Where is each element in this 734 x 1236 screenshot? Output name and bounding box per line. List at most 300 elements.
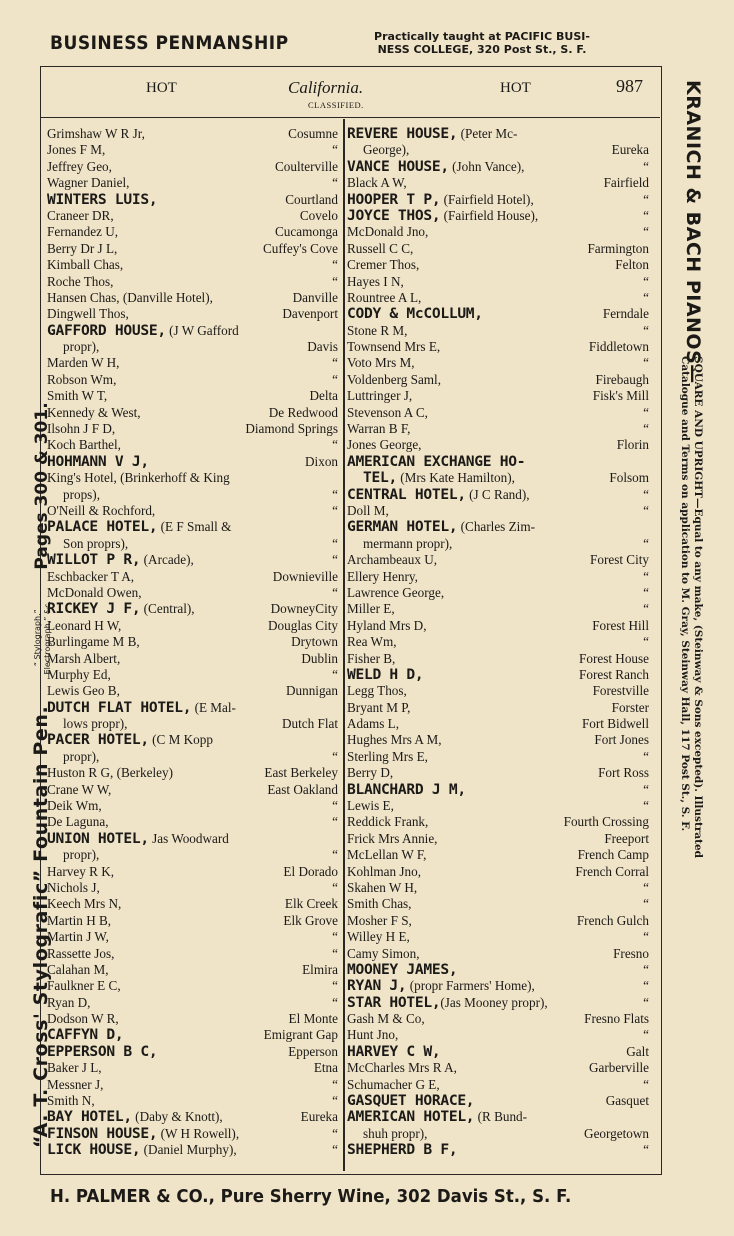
listing-place: “ bbox=[643, 634, 649, 650]
listing-name bbox=[47, 732, 213, 748]
listing-name bbox=[47, 831, 229, 847]
listing-row bbox=[47, 224, 338, 240]
listing-name-text: Eschbacker T A, bbox=[47, 568, 135, 584]
header-right-word: HOT bbox=[500, 80, 531, 96]
listing-place: “ bbox=[643, 421, 649, 437]
listing-name-text: mermann propr), bbox=[363, 535, 453, 551]
listing-place: “ bbox=[643, 584, 649, 600]
listing-row bbox=[47, 487, 338, 503]
listing-place: “ bbox=[643, 273, 649, 289]
listing-place: Fairfield bbox=[603, 175, 649, 191]
listing-row bbox=[47, 1126, 338, 1142]
listing-name-text: WELD H D, bbox=[347, 665, 424, 683]
listing-place: Forest City bbox=[590, 552, 649, 568]
listing-place: Elmira bbox=[302, 961, 338, 977]
left-column-listing bbox=[47, 126, 338, 1159]
listing-row bbox=[347, 782, 649, 798]
listing-place: “ bbox=[332, 1093, 338, 1109]
listing-name bbox=[63, 749, 99, 765]
listing-name-text: RICKEY J F, bbox=[47, 600, 141, 618]
listing-row bbox=[347, 765, 649, 781]
listing-row bbox=[347, 159, 649, 175]
listing-row bbox=[347, 421, 649, 437]
listing-name-text: Son proprs), bbox=[63, 535, 129, 551]
listing-place: “ bbox=[332, 748, 338, 764]
listing-name bbox=[347, 716, 399, 732]
listing-row bbox=[47, 290, 338, 306]
listing-place: French Gulch bbox=[576, 912, 649, 928]
listing-name-text: Murphy Ed, bbox=[47, 666, 111, 682]
listing-name bbox=[347, 487, 530, 503]
listing-name bbox=[347, 1142, 457, 1158]
listing-name-text: Mosher F S, bbox=[347, 912, 412, 928]
listing-name bbox=[347, 126, 517, 142]
listing-name-text: Berry Dr J L, bbox=[47, 240, 118, 256]
listing-name bbox=[347, 355, 415, 371]
listing-place: “ bbox=[643, 994, 649, 1010]
listing-name bbox=[347, 257, 419, 273]
listing-name-text: Gash M & Co, bbox=[347, 1011, 425, 1027]
listing-row bbox=[347, 1060, 649, 1076]
listing-name-text: GERMAN HOTEL, bbox=[347, 518, 458, 536]
listing-row bbox=[47, 470, 338, 486]
piano-ad-text bbox=[678, 356, 704, 1056]
listing-detail: Jas Woodward bbox=[148, 830, 229, 846]
listing-name-text: Roche Thos, bbox=[47, 273, 114, 289]
listing-name-text: Martin H B, bbox=[47, 912, 112, 928]
listing-row bbox=[347, 651, 649, 667]
listing-detail: (Fairfield House), bbox=[440, 207, 539, 223]
listing-row bbox=[47, 405, 338, 421]
listing-name bbox=[347, 864, 421, 880]
listing-place: Davenport bbox=[282, 306, 338, 322]
listing-row bbox=[347, 634, 649, 650]
listing-row bbox=[47, 962, 338, 978]
listing-name-text: SHEPHERD B F, bbox=[347, 1141, 458, 1159]
listing-place: “ bbox=[643, 207, 649, 223]
listing-name bbox=[47, 470, 230, 486]
listing-detail: (Arcade), bbox=[140, 552, 194, 568]
listing-row bbox=[47, 388, 338, 404]
listing-name bbox=[347, 339, 440, 355]
listing-detail: (J C Rand), bbox=[465, 486, 530, 502]
listing-name bbox=[347, 552, 437, 568]
piano-ad-line-2: Catalogue and Terms on application to M. Gray, Steinway Hall, 117 Post St., S. F. bbox=[679, 356, 691, 832]
listing-name bbox=[47, 1109, 223, 1125]
listing-row bbox=[347, 536, 649, 552]
listing-name bbox=[347, 1044, 440, 1060]
listing-name bbox=[347, 454, 525, 470]
listing-place: “ bbox=[332, 502, 338, 518]
listing-name-text: STAR HOTEL, bbox=[347, 993, 441, 1011]
listing-name bbox=[47, 601, 195, 617]
listing-row bbox=[347, 372, 649, 388]
listing-row bbox=[47, 454, 338, 470]
listing-detail: (propr Farmers' Home), bbox=[406, 978, 535, 994]
top-banner-line-2: NESS COLLEGE, 320 Post St., S. F. bbox=[377, 43, 587, 56]
listing-row bbox=[347, 749, 649, 765]
listing-name bbox=[347, 421, 410, 437]
listing-name-text: CAFFYN D, bbox=[47, 1026, 124, 1044]
listing-place: Folsom bbox=[609, 470, 649, 486]
listing-name bbox=[347, 1027, 398, 1043]
listing-row bbox=[347, 1077, 649, 1093]
listing-place: French Camp bbox=[577, 847, 649, 863]
listing-name bbox=[47, 765, 173, 781]
listing-place: Firebaugh bbox=[595, 371, 649, 387]
listing-place: “ bbox=[332, 929, 338, 945]
stylograph-note-bottom: Electrograph,” &c. bbox=[43, 600, 53, 675]
listing-name bbox=[347, 159, 524, 175]
listing-name bbox=[347, 274, 404, 290]
listing-name-text: Dingwell Thos, bbox=[47, 306, 129, 322]
listing-name bbox=[347, 618, 427, 634]
listing-place: Forest Hill bbox=[592, 617, 649, 633]
listing-name-text: Frick Mrs Annie, bbox=[347, 830, 438, 846]
listing-row bbox=[47, 437, 338, 453]
listing-name-text: RYAN J, bbox=[347, 977, 407, 995]
listing-name-text: Legg Thos, bbox=[347, 683, 407, 699]
listing-name-text: McCharles Mrs R A, bbox=[347, 1060, 457, 1076]
listing-name-text: HOOPER T P, bbox=[347, 190, 441, 208]
listing-row bbox=[347, 192, 649, 208]
listing-row bbox=[47, 880, 338, 896]
top-advertisement-banner bbox=[46, 28, 656, 64]
listing-name bbox=[47, 454, 149, 470]
listing-name-text: George), bbox=[363, 142, 410, 158]
listing-name-text: Lawrence George, bbox=[347, 584, 445, 600]
listing-name bbox=[347, 929, 410, 945]
listing-place: De Redwood bbox=[268, 404, 338, 420]
listing-name-text: GAFFORD HOUSE, bbox=[47, 321, 166, 339]
listing-name bbox=[347, 634, 397, 650]
listing-name-text: Reddick Frank, bbox=[347, 814, 429, 830]
listing-row bbox=[347, 339, 649, 355]
listing-place: “ bbox=[332, 847, 338, 863]
piano-ad-title: KRANICH & BACH PIANOS— bbox=[682, 80, 704, 384]
listing-name-text: Hughes Mrs A M, bbox=[347, 732, 442, 748]
listing-row bbox=[47, 978, 338, 994]
listing-place: Cosumne bbox=[288, 126, 338, 141]
listing-name bbox=[347, 208, 538, 224]
listing-name-text: Townsend Mrs E, bbox=[347, 339, 441, 355]
listing-name bbox=[347, 978, 535, 994]
listing-place: “ bbox=[643, 879, 649, 895]
listing-place: Epperson bbox=[288, 1043, 338, 1059]
pages-reference: Pages 300 & 301. bbox=[32, 402, 52, 570]
listing-row bbox=[347, 1142, 649, 1158]
listing-row bbox=[347, 487, 649, 503]
listing-name-text: Russell C C, bbox=[347, 240, 414, 256]
listing-name-text: Craneer DR, bbox=[47, 207, 114, 223]
listing-name-text: McDonald Jno, bbox=[347, 224, 429, 240]
listing-place: “ bbox=[332, 175, 338, 191]
listing-row bbox=[47, 175, 338, 191]
listing-row bbox=[347, 175, 649, 191]
listing-name-text: LICK HOUSE, bbox=[47, 1141, 141, 1159]
listing-name-text: Voldenberg Saml, bbox=[347, 371, 442, 387]
listing-name-text: CODY & McCOLLUM, bbox=[347, 305, 483, 323]
listing-name-text: Hayes I N, bbox=[347, 273, 404, 289]
listing-row bbox=[347, 405, 649, 421]
listing-row bbox=[47, 716, 338, 732]
listing-place: “ bbox=[643, 1076, 649, 1092]
listing-place: “ bbox=[643, 289, 649, 305]
listing-row bbox=[47, 995, 338, 1011]
listing-name-text: Marden W H, bbox=[47, 355, 120, 371]
listing-row bbox=[347, 323, 649, 339]
listing-place: Fourth Crossing bbox=[563, 814, 649, 830]
listing-place: El Monte bbox=[288, 1011, 338, 1027]
listing-place: Dublin bbox=[301, 650, 338, 666]
listing-row bbox=[347, 929, 649, 945]
listing-row bbox=[47, 126, 338, 142]
listing-name bbox=[347, 388, 412, 404]
listing-name-text: Keech Mrs N, bbox=[47, 896, 122, 912]
listing-name-text: Dodson W R, bbox=[47, 1011, 119, 1027]
listing-name-text: REVERE HOUSE, bbox=[347, 125, 458, 142]
listing-name bbox=[347, 700, 410, 716]
listing-name-text: BLANCHARD J M, bbox=[347, 780, 466, 798]
listing-row bbox=[47, 503, 338, 519]
listing-row bbox=[347, 503, 649, 519]
listing-name-text: Smith Chas, bbox=[347, 896, 412, 912]
listing-name-text: Rea Wm, bbox=[347, 634, 397, 650]
listing-name bbox=[347, 880, 417, 896]
listing-name bbox=[347, 962, 457, 978]
listing-place: Dutch Flat bbox=[281, 716, 338, 732]
listing-row bbox=[47, 159, 338, 175]
listing-name bbox=[347, 437, 421, 453]
listing-detail: (E F Small & bbox=[157, 519, 232, 535]
listing-name bbox=[347, 732, 442, 748]
listing-name bbox=[63, 847, 99, 863]
listing-row bbox=[47, 847, 338, 863]
listing-row bbox=[347, 995, 649, 1011]
listing-place: Fresno Flats bbox=[584, 1011, 649, 1027]
listing-detail: (Fairfield Hotel), bbox=[440, 191, 534, 207]
listing-place: Forest House bbox=[579, 650, 649, 666]
listing-place: Ferndale bbox=[602, 306, 649, 322]
listing-place: Eureka bbox=[300, 1109, 338, 1125]
listing-row bbox=[47, 552, 338, 568]
listing-row bbox=[347, 126, 649, 142]
listing-name-text: Kohlman Jno, bbox=[347, 863, 421, 879]
listing-detail: (Central), bbox=[140, 601, 195, 617]
listing-row bbox=[347, 1093, 649, 1109]
listing-name-text: Ryan D, bbox=[47, 994, 91, 1010]
right-margin-advertisement bbox=[654, 80, 704, 1170]
listing-row bbox=[47, 651, 338, 667]
listing-row bbox=[47, 257, 338, 273]
listing-place: Cuffey's Cove bbox=[262, 240, 338, 256]
listing-detail: (E Mal- bbox=[191, 699, 236, 715]
listing-name bbox=[47, 700, 236, 716]
listing-name-text: MOONEY JAMES, bbox=[347, 960, 458, 978]
listing-row bbox=[347, 519, 649, 535]
listing-name-text: Miller E, bbox=[347, 601, 395, 617]
listing-name bbox=[47, 1126, 239, 1142]
listing-place: “ bbox=[643, 798, 649, 814]
listing-row bbox=[347, 569, 649, 585]
listing-name-text: Robson Wm, bbox=[47, 371, 117, 387]
listing-row bbox=[47, 208, 338, 224]
listing-name-text: WILLOT P R, bbox=[47, 551, 141, 569]
listing-row bbox=[47, 1093, 338, 1109]
left-margin-advertisement bbox=[30, 78, 62, 1148]
listing-row bbox=[347, 1011, 649, 1027]
listing-name bbox=[347, 290, 421, 306]
listing-row bbox=[347, 618, 649, 634]
listing-row bbox=[347, 732, 649, 748]
listing-detail: (R Bund- bbox=[474, 1109, 528, 1125]
listing-row bbox=[47, 1027, 338, 1043]
listing-place: Garberville bbox=[588, 1060, 649, 1076]
listing-place: East Oakland bbox=[267, 781, 338, 797]
listing-place: “ bbox=[643, 568, 649, 584]
listing-row bbox=[347, 257, 649, 273]
listing-name-text: Ellery Henry, bbox=[347, 568, 418, 584]
listing-place: Davis bbox=[307, 339, 338, 355]
listing-row bbox=[347, 880, 649, 896]
listing-place: Forster bbox=[611, 699, 649, 715]
listing-name-text: Burlingame M B, bbox=[47, 634, 140, 650]
listing-place: Douglas City bbox=[268, 617, 338, 633]
listing-name-text: Baker J L, bbox=[47, 1060, 102, 1076]
listing-name bbox=[347, 192, 534, 208]
listing-row bbox=[347, 470, 649, 486]
listing-name bbox=[63, 716, 127, 732]
listing-name bbox=[347, 1109, 527, 1125]
right-column-listing bbox=[347, 126, 649, 1159]
listing-name-text: Black A W, bbox=[347, 175, 407, 191]
listing-detail: (Peter Mc- bbox=[457, 126, 518, 141]
listing-name-text: shuh propr), bbox=[363, 1125, 428, 1141]
listing-name-text: AMERICAN HOTEL, bbox=[347, 1108, 475, 1126]
listing-row bbox=[47, 421, 338, 437]
listing-detail: (Charles Zim- bbox=[457, 519, 535, 535]
listing-name-text: AMERICAN EXCHANGE HO- bbox=[347, 452, 526, 470]
fountain-pen-ad: “A. T. Cross' Stylografic” Fountain Pen. bbox=[30, 705, 52, 1148]
listing-place: “ bbox=[332, 584, 338, 600]
listing-name bbox=[47, 1142, 237, 1158]
listing-name bbox=[347, 1093, 474, 1109]
listing-name-text: Luttringer J, bbox=[347, 388, 413, 404]
listing-row bbox=[47, 814, 338, 830]
listing-name-text: Grimshaw W R Jr, bbox=[47, 126, 145, 141]
listing-name-text: Kimball Chas, bbox=[47, 257, 124, 273]
listing-name bbox=[347, 306, 483, 322]
listing-row bbox=[347, 585, 649, 601]
listing-place: DowneyCity bbox=[270, 601, 338, 617]
listing-place: “ bbox=[332, 1142, 338, 1158]
listing-row bbox=[347, 290, 649, 306]
listing-row bbox=[347, 355, 649, 371]
listing-place: “ bbox=[332, 552, 338, 568]
listing-name bbox=[347, 241, 413, 257]
listing-row bbox=[47, 306, 338, 322]
top-banner-line-1: Practically taught at PACIFIC BUSI- bbox=[374, 30, 590, 43]
listing-row bbox=[347, 814, 649, 830]
listing-row bbox=[47, 536, 338, 552]
listing-name-text: Deik Wm, bbox=[47, 798, 102, 814]
listing-row bbox=[47, 683, 338, 699]
listing-place: “ bbox=[643, 601, 649, 617]
listing-place: “ bbox=[643, 158, 649, 174]
stylograph-note bbox=[33, 578, 53, 698]
listing-place: “ bbox=[643, 404, 649, 420]
listing-place: “ bbox=[332, 978, 338, 994]
listing-row bbox=[47, 700, 338, 716]
listing-name-text: Voto Mrs M, bbox=[347, 355, 415, 371]
listing-row bbox=[347, 683, 649, 699]
listing-row bbox=[347, 946, 649, 962]
listing-row bbox=[47, 798, 338, 814]
listing-name bbox=[363, 1126, 427, 1142]
listing-row bbox=[47, 864, 338, 880]
listing-name bbox=[347, 175, 407, 191]
listing-name bbox=[347, 831, 437, 847]
listing-name-text: FINSON HOUSE, bbox=[47, 1124, 158, 1142]
listing-row bbox=[347, 274, 649, 290]
listing-place: Fort Ross bbox=[598, 765, 649, 781]
listing-row bbox=[347, 864, 649, 880]
listing-name-text: Jeffrey Geo, bbox=[47, 158, 112, 174]
listing-place: Florin bbox=[616, 437, 649, 453]
listing-place: Felton bbox=[615, 257, 649, 273]
listing-row bbox=[47, 1142, 338, 1158]
listing-place: “ bbox=[332, 798, 338, 814]
listing-row bbox=[47, 601, 338, 617]
listing-name-text: Leonard H W, bbox=[47, 617, 122, 633]
listing-name bbox=[347, 847, 426, 863]
listing-row bbox=[347, 798, 649, 814]
listing-name bbox=[47, 503, 155, 519]
listing-row bbox=[347, 388, 649, 404]
listing-name-text: Ilsohn J F D, bbox=[47, 421, 116, 437]
listing-name-text: Kennedy & West, bbox=[47, 404, 141, 420]
listing-name bbox=[347, 749, 428, 765]
piano-ad-line-1: SQUARE AND UPRIGHT—Equal to any make, (Steinway & Sons excepted). Illustrated bbox=[692, 356, 704, 859]
listing-name bbox=[63, 487, 100, 503]
listing-name-text: Martin J W, bbox=[47, 929, 109, 945]
listing-place: Elk Creek bbox=[284, 896, 338, 912]
listing-place: “ bbox=[332, 437, 338, 453]
listing-name-text: propr), bbox=[63, 339, 100, 355]
listing-place: Diamond Springs bbox=[245, 421, 338, 437]
listing-place: “ bbox=[332, 535, 338, 551]
header-rule bbox=[40, 117, 660, 118]
listing-name-text: Schumacher G E, bbox=[347, 1076, 440, 1092]
listing-row bbox=[47, 765, 338, 781]
listing-name-text: McDonald Owen, bbox=[47, 584, 142, 600]
listing-name-text: lows propr), bbox=[63, 716, 128, 732]
listing-place: “ bbox=[332, 371, 338, 387]
listing-place: Coulterville bbox=[275, 158, 338, 174]
listing-name-text: Archambeaux U, bbox=[347, 552, 438, 568]
listing-place: “ bbox=[643, 322, 649, 338]
header-state: California. bbox=[288, 78, 364, 97]
listing-place: Fort Bidwell bbox=[581, 716, 649, 732]
listing-place: Drytown bbox=[291, 634, 338, 650]
listing-name-text: WINTERS LUIS, bbox=[47, 190, 158, 208]
listing-place: “ bbox=[643, 224, 649, 240]
listing-row bbox=[47, 274, 338, 290]
listing-name-text: Jones George, bbox=[347, 437, 422, 453]
listing-name bbox=[347, 1011, 425, 1027]
listing-row bbox=[347, 962, 649, 978]
listing-row bbox=[47, 585, 338, 601]
